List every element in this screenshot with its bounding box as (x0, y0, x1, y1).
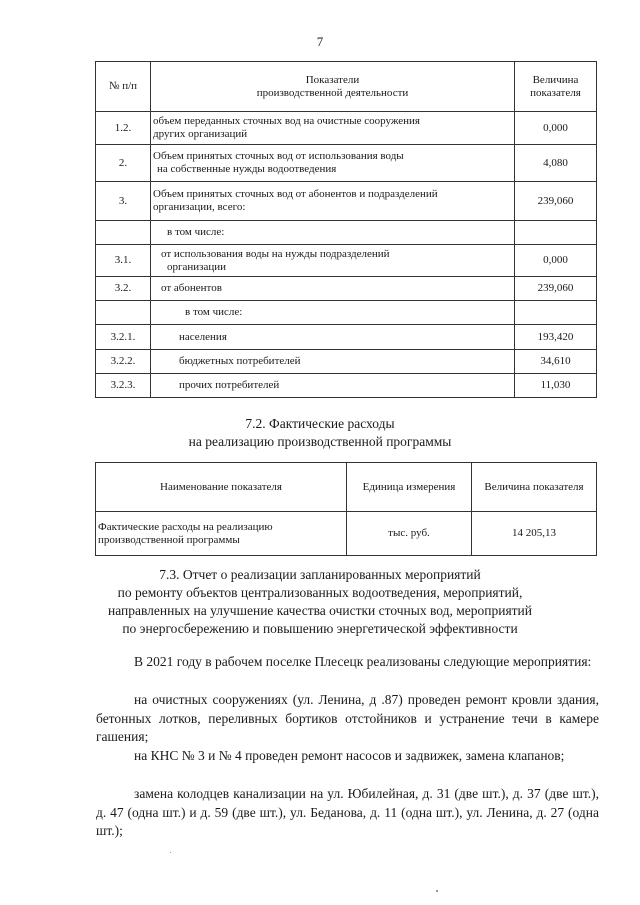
header-indicator-line2: производственной деятельности (256, 86, 409, 99)
header-num: № п/п (96, 62, 151, 112)
header-value: Величина показателя (472, 463, 597, 512)
header-value-line2: показателя (530, 86, 581, 99)
row-line1: Объем принятых сточных вод от использования воды (153, 150, 404, 163)
row-value: 239,060 (515, 277, 597, 301)
section-7-3-line2: по ремонту объектов централизованных водоотведения, мероприятий, (117, 585, 523, 600)
row-name-line1: Фактические расходы на реализацию (98, 520, 273, 533)
table-row (96, 374, 597, 398)
row-value: 4,080 (515, 145, 597, 182)
section-7-2-line1: 7.2. Фактические расходы (245, 416, 395, 431)
header-value (515, 62, 597, 112)
row-num: 3.2.1. (96, 325, 151, 350)
row-num: 3.2. (96, 277, 151, 301)
table-row (96, 350, 597, 374)
section-7-3-line3: направленных на улучшение качества очистки сточных вод, мероприятий (107, 603, 533, 618)
scan-speck (436, 890, 438, 892)
actual-expenses-table (95, 462, 597, 556)
row-indicator (151, 112, 515, 145)
table-row (96, 112, 597, 145)
row-num: 3.2.2. (96, 350, 151, 374)
header-unit: Единица измерения (347, 463, 472, 512)
page-number: 7 (316, 34, 324, 49)
section-7-3-line4: по энергосбережению и повышению энергетической эффективности (122, 621, 518, 636)
table-row (96, 301, 597, 325)
table-row (96, 245, 597, 277)
row-indicator (151, 145, 515, 182)
table-row (96, 145, 597, 182)
row-subheading: в том числе: (151, 221, 515, 245)
row-value: 14 205,13 (472, 512, 597, 556)
paragraph-intro: В 2021 году в рабочем поселке Плесецк реализованы следующие мероприятия: (134, 654, 592, 669)
row-indicator: бюджетных потребителей (151, 350, 515, 374)
scan-speck (170, 852, 171, 853)
row-value: 11,030 (515, 374, 597, 398)
table-header-row (96, 62, 597, 112)
row-num: 1.2. (96, 112, 151, 145)
row-line1: Объем принятых сточных вод от абонентов и подразделений (153, 188, 438, 201)
row-value: 34,610 (515, 350, 597, 374)
row-num (96, 221, 151, 245)
row-value (515, 221, 597, 245)
row-name (96, 512, 347, 556)
row-indicator: прочих потребителей (151, 374, 515, 398)
row-value (515, 301, 597, 325)
paragraph-treatment-plant: на очистных сооружениях (ул. Ленина, д .87) проведен ремонт кровли здания, бетонных лотков, переливных бортиков отстойников и устранение течи в камере гашения; (96, 692, 599, 744)
row-indicator: населения (151, 325, 515, 350)
header-name: Наименование показателя (96, 463, 347, 512)
table-row (96, 182, 597, 221)
paragraph-pump-stations: на КНС № 3 и № 4 проведен ремонт насосов и задвижек, замена клапанов; (134, 748, 565, 763)
row-line2: на собственные нужды водоотведения (157, 163, 337, 175)
section-7-3-line1: 7.3. Отчет о реализации запланированных мероприятий (159, 567, 481, 582)
row-line1: от использования воды на нужды подразделений (161, 247, 390, 260)
header-indicator (151, 62, 515, 112)
row-num: 3.1. (96, 245, 151, 277)
row-indicator (151, 182, 515, 221)
table-row (96, 325, 597, 350)
row-value: 0,000 (515, 245, 597, 277)
row-num: 3.2.3. (96, 374, 151, 398)
row-num (96, 301, 151, 325)
row-unit: тыс. руб. (347, 512, 472, 556)
table-header-row (96, 463, 597, 512)
row-line2: организации (167, 260, 227, 273)
row-num: 2. (96, 145, 151, 182)
row-indicator (151, 245, 515, 277)
row-value: 239,060 (515, 182, 597, 221)
row-name-line2: производственной программы (98, 533, 240, 546)
row-subheading: в том числе: (151, 301, 515, 325)
section-7-2-line2: на реализацию производственной программы (188, 434, 452, 449)
row-value: 193,420 (515, 325, 597, 350)
table-row (96, 277, 597, 301)
table-row (96, 221, 597, 245)
row-value: 0,000 (515, 112, 597, 145)
paragraph-wells-replacement: замена колодцев канализации на ул. Юбилейная, д. 31 (две шт.), д. 37 (две шт.), д. 47 (одна шт.) и д. 59 (две шт.), ул. Беданова, д. 11 (одна шт.), ул. Ленина, д. 27 (одна шт.); (96, 786, 599, 838)
table-row (96, 512, 597, 556)
row-num: 3. (96, 182, 151, 221)
section-7-2-heading (0, 415, 640, 451)
production-indicators-table (95, 61, 597, 398)
row-indicator: от абонентов (151, 277, 515, 301)
section-7-3-heading (0, 566, 640, 638)
row-line2: других организаций (153, 128, 248, 140)
header-indicator-line1: Показатели (305, 73, 360, 86)
row-line1: объем переданных сточных вод на очистные сооружения (153, 115, 420, 128)
row-line2: организации, всего: (153, 201, 246, 213)
header-value-line1: Величина (532, 73, 579, 86)
